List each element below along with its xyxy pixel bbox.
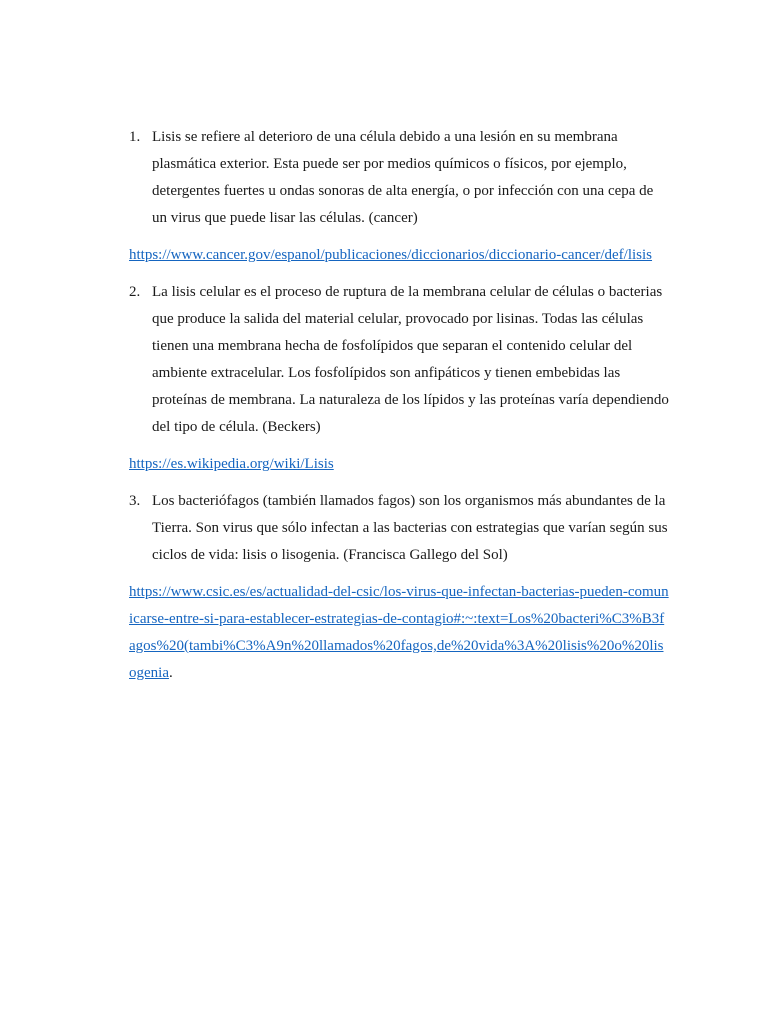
reference-suffix: . (168, 665, 173, 681)
list-item-text: La lisis celular es el proceso de ruptura de la membrana celular de células o bacterias que produce la salida del material celular, provocado por lisinas. Todas las células tienen una membrana hecha de fosfolípidos que separan el contenido celular del ambiente extracelular. Los fosfolípidos son anfipáticos y tienen embebidas las proteínas de membrana. La naturaleza de los lípidos y las proteínas varía dependiendo del tipo de célula. (Beckers) (152, 284, 669, 435)
list-item-text: Los bacteriófagos (también llamados fagos) son los organismos más abundantes de la Tierra. Son virus que sólo infectan a las bacterias con estrategias que varían según sus ciclos de vida: lisis o lisogenia. (Francisca Gallego del Sol) (152, 493, 668, 563)
reference-line-2 (129, 451, 669, 478)
reference-link-wikipedia[interactable]: https://es.wikipedia.org/wiki/Lisis (129, 456, 334, 472)
list-item-2 (129, 279, 669, 441)
document-body (129, 124, 669, 697)
list-number: 1. (129, 129, 141, 145)
reference-line-3 (129, 579, 669, 687)
list-item-text: Lisis se refiere al deterioro de una célula debido a una lesión en su membrana plasmática exterior. Esta puede ser por medios químicos o físicos, por ejemplo, detergentes fuertes u ondas sonoras de alta energía, o por infección con una cepa de un virus que puede lisar las células. (cancer) (152, 129, 654, 226)
list-item-1 (129, 124, 669, 232)
reference-link-csic[interactable]: https://www.csic.es/es/actualidad-del-csic/los-virus-que-infectan-bacterias-pueden-comunicarse-entre-si-para-establecer-estrategias-de-contagio#:~:text=Los%20bacteri%C3%B3fagos%20(tambi%C3%A9n%20llamados%20fagos,de%20vida%3A%20lisis%20o%20lisogenia (129, 584, 669, 681)
list-item-3 (129, 488, 669, 569)
reference-line-1 (129, 242, 669, 269)
reference-link-cancer-gov[interactable]: https://www.cancer.gov/espanol/publicaciones/diccionarios/diccionario-cancer/def/lisis (129, 247, 653, 263)
list-number: 3. (129, 493, 141, 509)
list-number: 2. (129, 284, 141, 300)
